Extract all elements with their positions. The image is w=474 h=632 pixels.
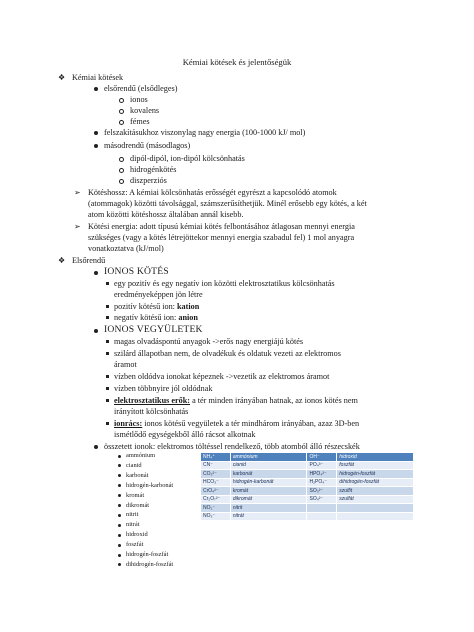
diamond-bullet-icon: ❖ xyxy=(58,256,66,265)
ion-name-cell: kromát xyxy=(230,487,307,496)
ion-formula-cell xyxy=(307,504,337,513)
ionic-compounds-heading: IONOS VEGYÜLETEK xyxy=(104,324,203,335)
bullet-icon xyxy=(118,514,121,517)
table-row xyxy=(201,512,414,521)
square-bullet-icon xyxy=(106,305,109,308)
property-solubility: vízben többnyire jól oldódnak xyxy=(114,384,213,393)
ion-formula-cell xyxy=(307,512,337,521)
bullet-icon xyxy=(118,534,121,537)
bullet-icon xyxy=(94,329,98,333)
square-bullet-icon xyxy=(106,375,109,378)
square-bullet-icon xyxy=(106,316,109,319)
ion-name-cell xyxy=(337,504,414,513)
bullet-icon xyxy=(118,554,121,557)
ion-name-item: karbonát xyxy=(126,471,149,479)
circle-bullet-icon xyxy=(119,179,124,184)
table-row xyxy=(201,470,414,479)
ion-formula-cell: NO₂⁻ xyxy=(201,504,231,513)
ion-lattice-term: ionrács: xyxy=(114,419,143,428)
property-conductivity-line-1: szilárd állapotban nem, de olvadékuk és oldatuk vezeti az elektromos xyxy=(114,349,341,358)
bullet-icon xyxy=(118,524,121,527)
cation-term: kation xyxy=(177,302,200,311)
ion-formula-cell: CN⁻ xyxy=(201,461,231,470)
square-bullet-icon xyxy=(106,282,109,285)
arrow-bullet-icon: ➢ xyxy=(74,222,81,231)
ion-table xyxy=(200,452,414,521)
bullet-icon xyxy=(118,544,121,547)
ion-name-cell: dihidrogén-foszfát xyxy=(337,478,414,487)
ion-name-cell: hidrogén-karbonát xyxy=(230,478,307,487)
ion-name-cell: szulfát xyxy=(337,495,414,504)
composite-ions-line: összetett ionok: elektromos töltéssel rendelkező, több atomból álló részecskék xyxy=(104,442,360,451)
electrostatic-term: elektrosztatikus erők: xyxy=(114,396,191,405)
bullet-icon xyxy=(94,87,98,91)
circle-bullet-icon xyxy=(119,168,124,173)
list-item: fémes xyxy=(130,117,150,126)
list-item: hidrogénkötés xyxy=(130,165,177,174)
property-electrostatic-line-1 xyxy=(114,396,358,406)
ion-name-item: dihidrogén-foszfát xyxy=(126,560,174,568)
bullet-icon xyxy=(94,144,98,148)
page-title: Kémiai kötések és jelentőségük xyxy=(182,57,292,67)
ion-name-item: hidrogén-karbonát xyxy=(126,481,174,489)
list-item: ionos xyxy=(130,95,148,104)
bond-length-line-2: (atommagok) közötti távolsággal, számszerűsíthetjük. Minél erősebb egy kötés, a két xyxy=(88,199,367,208)
bullet-icon xyxy=(118,464,121,467)
square-bullet-icon xyxy=(106,340,109,343)
ion-formula-cell: H₂PO₄⁻ xyxy=(307,478,337,487)
bullet-icon xyxy=(118,563,121,566)
ion-name-cell: cianid xyxy=(230,461,307,470)
negative-ion-prefix: negatív kötésű ion: xyxy=(114,313,179,322)
property-melting-point: magas olvadáspontú anyagok ->erős nagy energiájú kötés xyxy=(114,337,304,346)
circle-bullet-icon xyxy=(119,98,124,103)
property-conductivity-line-2: áramot xyxy=(114,360,137,369)
list-item: dipól-dipól, ion-dipól kölcsönhatás xyxy=(130,154,245,163)
table-row xyxy=(201,504,414,513)
ion-name-item: kromát xyxy=(126,491,145,499)
ion-formula-cell: PO₄³⁻ xyxy=(307,461,337,470)
property-electrostatic-line-2: irányított kölcsönhatás xyxy=(114,407,189,416)
list-item: kovalens xyxy=(130,106,160,115)
diamond-bullet-icon: ❖ xyxy=(58,73,66,82)
ion-formula-cell: OH⁻ xyxy=(307,453,337,462)
table-row xyxy=(201,478,414,487)
circle-bullet-icon xyxy=(119,120,124,125)
bullet-icon xyxy=(118,455,121,458)
ion-name-item: cianid xyxy=(126,461,142,469)
square-bullet-icon xyxy=(106,352,109,355)
positive-ion-prefix: pozitív kötésű ion: xyxy=(114,302,177,311)
ion-name-cell: foszfát xyxy=(337,461,414,470)
square-bullet-icon xyxy=(106,422,109,425)
square-bullet-icon xyxy=(106,399,109,402)
ion-name-cell: karbonát xyxy=(230,470,307,479)
ion-formula-cell: Cr₂O₇²⁻ xyxy=(201,495,231,504)
ion-name-item: nitrát xyxy=(126,521,140,529)
ion-formula-cell: CO₃²⁻ xyxy=(201,470,231,479)
circle-bullet-icon xyxy=(119,109,124,114)
bullet-icon xyxy=(118,504,121,507)
bond-energy-line-2: szükséges (vagy a kötés létrejöttekor mennyi energia szabadul fel) 1 mol anyagra xyxy=(88,233,355,242)
ion-name-item: foszfát xyxy=(126,541,144,549)
anion-term: anion xyxy=(178,313,198,322)
ion-formula-cell: HCO₃⁻ xyxy=(201,478,231,487)
bullet-icon xyxy=(94,131,98,135)
ion-name-item: hidroxid xyxy=(126,531,148,539)
square-bullet-icon xyxy=(106,387,109,390)
ion-name-cell: ammónium xyxy=(230,453,307,462)
ion-name-item: hidrogén-foszfát xyxy=(126,551,169,558)
cation-line xyxy=(114,302,199,312)
table-row xyxy=(201,461,414,470)
table-row xyxy=(201,495,414,504)
ionic-def-line-2: eredményeképpen jön létre xyxy=(114,290,203,299)
ion-formula-cell: SO₃²⁻ xyxy=(307,487,337,496)
ionic-def-line-1: egy pozitív és egy negatív ion közötti elektrosztatikus kölcsönhatás xyxy=(114,279,335,288)
bond-length-line-1: Kötéshossz: A kémiai kölcsönhatás erősségét egyrészt a kapcsolódó atomok xyxy=(88,188,337,197)
bullet-icon xyxy=(94,445,98,449)
bond-energy-line-1: Kötési energia: adott típusú kémiai kötés felbontásához átlagosan mennyi energia xyxy=(88,222,355,231)
ion-name-item: dikromát xyxy=(126,501,150,509)
ion-name-cell: hidroxid xyxy=(337,453,414,462)
ion-name-item: ammónium xyxy=(126,452,156,459)
table-row xyxy=(201,453,414,462)
energy-note: felszakításukhoz viszonylag nagy energia (100-1000 kJ/ mol) xyxy=(104,128,306,137)
electrostatic-text: a tér minden irányában hatnak, az ionos kötés nem xyxy=(190,396,358,405)
bullet-icon xyxy=(118,484,121,487)
ion-name-cell xyxy=(337,512,414,521)
ion-formula-cell: SO₄²⁻ xyxy=(307,495,337,504)
bullet-icon xyxy=(94,271,98,275)
ion-name-cell: szulfit xyxy=(337,487,414,496)
ion-name-cell: dikromát xyxy=(230,495,307,504)
table-row xyxy=(201,487,414,496)
ion-formula-cell: NH₄⁺ xyxy=(201,453,231,462)
property-ion-lattice-line-1 xyxy=(114,419,359,429)
ion-name-item: nitrit xyxy=(126,511,139,519)
ion-formula-cell: HPO₄²⁻ xyxy=(307,470,337,479)
property-ion-lattice-line-2: ismétlődő egységekből álló rácsot alkotnak xyxy=(114,430,256,439)
property-ions-in-water: vízben oldódva ionokat képeznek ->vezetik az elektromos áramot xyxy=(114,372,330,381)
ion-name-cell: nitrát xyxy=(230,512,307,521)
ion-name-cell: hidrogén-foszfát xyxy=(337,470,414,479)
primary-bonds-label: elsőrendű (elsődleges) xyxy=(104,84,178,93)
list-item: diszperziós xyxy=(130,176,167,185)
ion-formula-cell: CrO₄²⁻ xyxy=(201,487,231,496)
secondary-bonds-label: másodrendű (másodlagos) xyxy=(104,141,191,150)
ion-formula-cell: NO₃⁻ xyxy=(201,512,231,521)
ionic-bond-heading: IONOS KÖTÉS xyxy=(104,266,169,277)
ion-name-cell: nitrit xyxy=(230,504,307,513)
bullet-icon xyxy=(118,474,121,477)
circle-bullet-icon xyxy=(119,157,124,162)
ion-lattice-text: ionos kötésű vegyületek a tér mindhárom irányában, azaz 3D-ben xyxy=(142,419,360,428)
bullet-icon xyxy=(118,494,121,497)
arrow-bullet-icon: ➢ xyxy=(74,188,81,197)
section-heading-chemical-bonds: Kémiai kötések xyxy=(72,73,124,82)
anion-line xyxy=(114,313,198,323)
section-heading-primary: Elsőrendű xyxy=(72,256,106,265)
bond-length-line-3: atom közötti kötéshossz általában annál kisebb. xyxy=(88,210,244,219)
bond-energy-line-3: vonatkoztatva (kJ/mol) xyxy=(88,244,164,253)
